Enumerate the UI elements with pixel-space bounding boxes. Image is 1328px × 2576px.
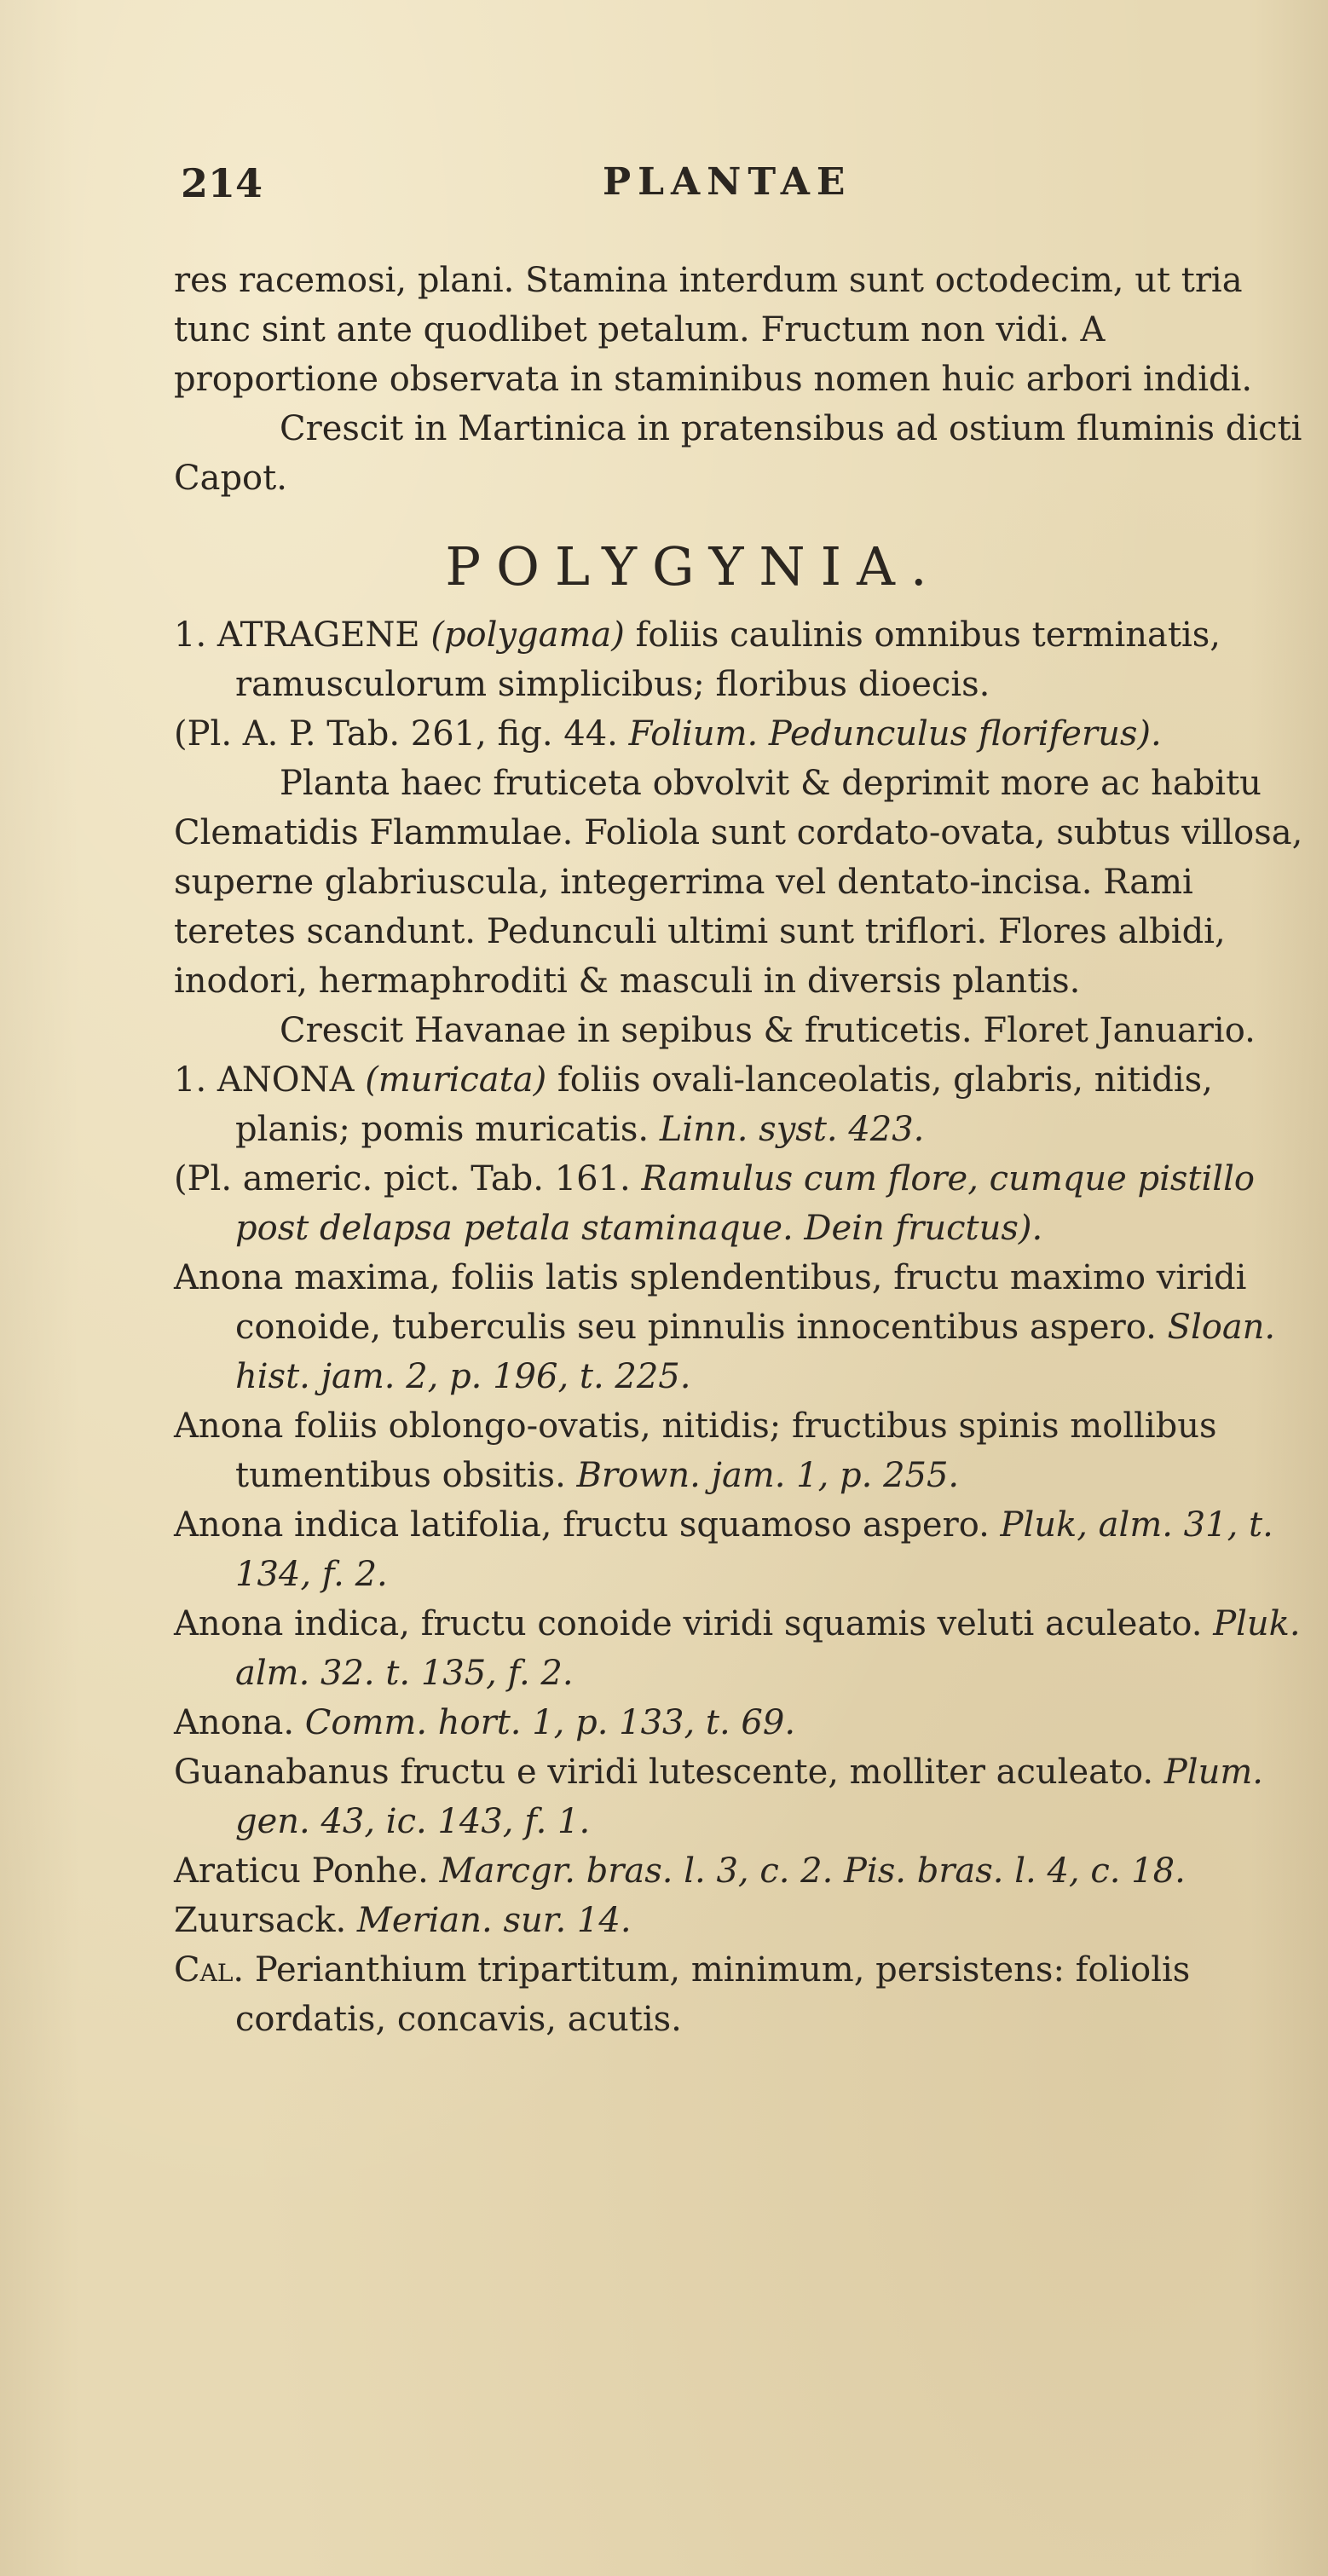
synonym-entry (174, 1500, 1316, 1599)
diagnosis-text: foliis caulinis omnibus terminatis, ramusculorum simplicibus; floribus dioecis. (235, 615, 1221, 704)
synonym-text: Anona foliis oblongo-ovatis, nitidis; fructibus spinis mollibus tumentibus obsitis. (174, 1406, 1217, 1495)
plate-ref: (Pl. americ. pict. Tab. 161. (174, 1159, 631, 1198)
entry-atragene-plate-ref (174, 709, 1316, 759)
synonym-citation: Pluk, alm. 31, t. 134, f. 2. (235, 1505, 1273, 1594)
synonym-citation: Brown. jam. 1, p. 255. (576, 1456, 960, 1495)
plate-ref-caption: Ramulus cum flore, cumque pistillo post delapsa petala staminaque. Dein fructus). (235, 1159, 1255, 1248)
section-title: POLYGYNIA. (445, 535, 943, 598)
entry-number: 1. (174, 1060, 207, 1100)
species-epithet: (polygama) (430, 615, 625, 655)
synonym-entry (174, 1401, 1316, 1500)
genus-name: ATRAGENE (217, 615, 420, 655)
synonym-citation: Plum. gen. 43, ic. 143, f. 1. (235, 1753, 1263, 1841)
entry-atragene-heading (174, 610, 1316, 709)
calyx-label: Cal. (174, 1950, 245, 1990)
synonym-citation: Comm. hort. 1, p. 133, t. 69. (304, 1703, 796, 1742)
page-body (174, 256, 1316, 2044)
genus-name: ANONA (217, 1060, 355, 1100)
synonym-text: Anona indica latifolia, fructu squamoso aspero. (174, 1505, 990, 1545)
synonym-entry (174, 1747, 1316, 1846)
synonym-citation: Pluk. alm. 32. t. 135, f. 2. (235, 1604, 1301, 1693)
paragraph-atragene-habitat: Crescit Havanae in sepibus & fruticetis. Floret Januario. (280, 1011, 1256, 1050)
synonym-text: Zuursack. (174, 1901, 347, 1940)
synonym-text: Anona maxima, foliis latis splendentibus, fructu maximo viridi conoide, tuberculis seu pinnulis innocentibus aspero. (174, 1258, 1247, 1347)
synonym-text: Guanabanus fructu e viridi lutescente, molliter aculeato. (174, 1753, 1154, 1792)
synonym-citation: Sloan. hist. jam. 2, p. 196, t. 225. (235, 1308, 1276, 1396)
synonym-entry (174, 1599, 1316, 1698)
paragraph-habitat: Crescit in Martinica in pratensibus ad ostium fluminis dicti Capot. (174, 409, 1302, 498)
page-header (181, 160, 1277, 211)
calyx-description (174, 1945, 1316, 2044)
paragraph-atragene-description: Planta haec fruticeta obvolvit & deprimit more ac habitu Clematidis Flammulae. Foliola sunt cordato-ovata, subtus villosa, superne glabriuscula, integerrima vel dentato-incisa. Rami teretes scandunt. Pedunculi ultimi sunt triflori. Flores albidi, inodori, hermaphroditi & masculi in diversis plantis. (174, 764, 1303, 1001)
synonym-citation: Marcgr. bras. l. 3, c. 2. Pis. bras. l. 4, c. 18. (439, 1851, 1186, 1891)
page-number: 214 (181, 160, 263, 206)
calyx-text: Perianthium tripartitum, minimum, persistens: foliolis cordatis, concavis, acutis. (235, 1950, 1191, 2039)
species-epithet: (muricata) (365, 1060, 547, 1100)
running-title: PLANTAE (603, 160, 852, 204)
entry-number: 1. (174, 615, 207, 655)
synonym-entry (174, 1253, 1316, 1401)
entry-anona-heading (174, 1055, 1316, 1154)
plate-ref: (Pl. A. P. Tab. 261, fig. 44. (174, 714, 618, 754)
diagnosis-reference: Linn. syst. 423. (659, 1110, 925, 1149)
synonym-text: Anona indica, fructu conoide viridi squamis veluti aculeato. (174, 1604, 1203, 1643)
plate-ref-caption: Folium. Pedunculus floriferus). (628, 714, 1162, 754)
entry-anona-plate-ref (174, 1154, 1316, 1253)
synonym-entry (174, 1846, 1316, 1896)
synonym-entry (174, 1698, 1316, 1747)
diagnosis-text: foliis ovali-lanceolatis, glabris, nitidis, planis; pomis muricatis. (235, 1060, 1213, 1149)
synonym-entry (174, 1896, 1316, 1945)
synonym-text: Araticu Ponhe. (174, 1851, 429, 1891)
synonym-citation: Merian. sur. 14. (356, 1901, 632, 1940)
paragraph-continuation: res racemosi, plani. Stamina interdum sunt octodecim, ut tria tunc sint ante quodlibet petalum. Fructum non vidi. A proportione observata in staminibus nomen huic arbori indidi. (174, 261, 1253, 399)
synonym-text: Anona. (174, 1703, 295, 1742)
